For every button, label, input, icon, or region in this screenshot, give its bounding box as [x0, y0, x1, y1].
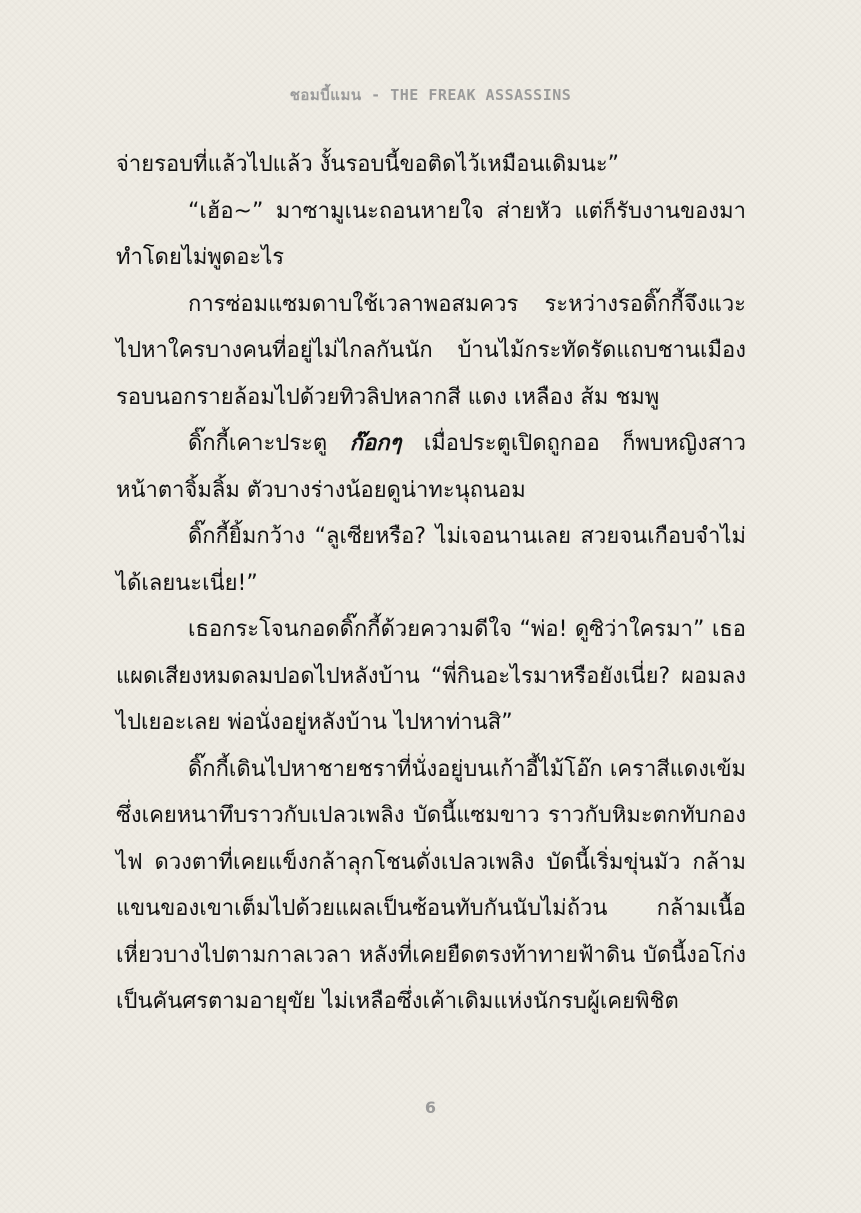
paragraph: ดิ๊กกี้ยิ้มกว้าง “ลูเซียหรือ? ไม่เจอนานเลย สวยจนเกือบจำไม่ได้เลยนะเนี่ย!” [116, 524, 746, 596]
paragraph: เธอกระโจนกอดดิ๊กกี้ด้วยความดีใจ “พ่อ! ดูซิว่าใครมา” เธอแผดเสียงหมดลมปอดไปหลังบ้าน “พี่กินอะไรมาหรือยังเนี่ย? ผอมลงไปเยอะเลย พ่อนั่งอยู่หลังบ้าน ไปหาท่านสิ” [116, 617, 746, 735]
paragraph: ดิ๊กกี้เดินไปหาชายชราที่นั่งอยู่บนเก้าอี้ไม้โอ๊ก เคราสีแดงเข้มซึ่งเคยหนาทึบราวกับเปลวเพลิง บัดนี้แซมขาว ราวกับหิมะตกทับกองไฟ ดวงตาที่เคยแข็งกล้าลุกโชนดั่งเปลวเพลิง บัดนี้เริ่มขุ่นมัว กล้ามแขนของเขาเต็มไปด้วยแผลเป็นซ้อนทับกันนับไม่ถ้วน กล้ามเนื้อเหี่ยวบางไปตามกาลเวลา หลังที่เคยยืดตรงท้าทายฟ้าดิน บัดนี้งอโก่งเป็นคันศรตามอายุขัย ไม่เหลือซึ่งเค้าเดิมแห่งนักรบผู้เคยพิชิต [116, 756, 746, 1014]
paragraph: “เฮ้อ~” มาซามูเนะถอนหายใจ ส่ายหัว แต่ก็รับงานของมาทำโดยไม่พูดอะไร [116, 198, 746, 270]
running-header: ชอมบี้แมน - THE FREAK ASSASSINS [289, 86, 572, 104]
page-number: 6 [424, 1098, 437, 1117]
paragraph-rest: เมื่อประตูเปิดถูกออ ก็พบหญิงสาวหน้าตาจิ้มลิ้ม ตัวบางร่างน้อยดูน่าทะนุถนอม [116, 431, 747, 503]
knock-sound-emphasis: ก๊อกๆ [349, 431, 402, 456]
paragraph: จ่ายรอบที่แล้วไปแล้ว งั้นรอบนี้ขอติดไว้เหมือนเดิมนะ” [116, 152, 620, 177]
paragraph: การซ่อมแซมดาบใช้เวลาพอสมควร ระหว่างรอดิ๊กกี้จึงแวะไปหาใครบางคนที่อยู่ไม่ไกลกันนัก บ้านไม้กระทัดรัดแถบชานเมืองรอบนอกรายล้อมไปด้วยทิวลิปหลากสี แดง เหลือง ส้ม ชมพู [116, 291, 746, 410]
paragraph-lead: ดิ๊กกี้เคาะประตู [188, 431, 350, 456]
paragraph [116, 421, 746, 514]
body-text [116, 142, 746, 1026]
